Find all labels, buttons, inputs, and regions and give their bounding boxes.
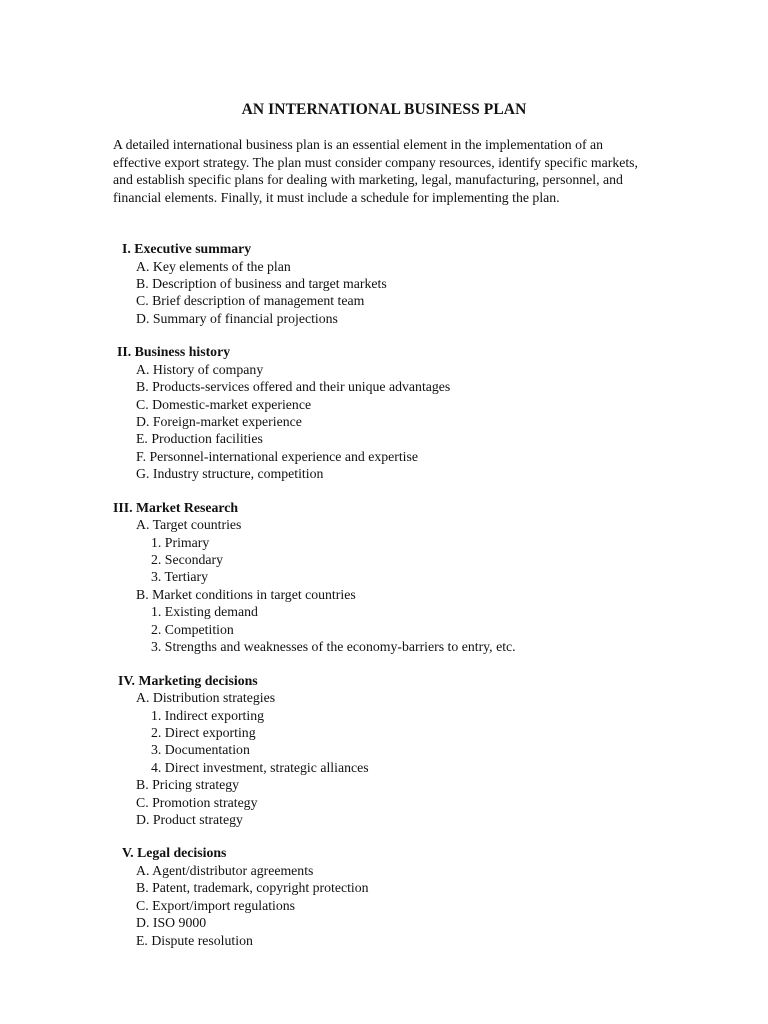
section-heading: I. Executive summary [122,241,252,256]
outline-item: C. Promotion strategy [136,794,258,810]
outline-item: B. Description of business and target markets [136,276,387,291]
outline-section [0,499,768,656]
outline-item: C. Brief description of management team [136,293,365,309]
section-heading: II. Business history [117,344,231,360]
outline-subitem: 3. Strengths and weaknesses of the economy-barriers to entry, etc. [151,639,516,655]
outline-subitem: 1. Existing demand [151,604,258,620]
outline-item: B. Patent, trademark, copyright protection [136,880,369,896]
outline-item: A. Target countries [136,517,242,533]
outline-item: G. Industry structure, competition [136,466,324,482]
section-heading: III. Market Research [113,499,239,515]
outline-subitem: 1. Primary [151,534,210,550]
outline-section [0,844,768,949]
document-title: AN INTERNATIONAL BUSINESS PLAN [241,101,527,118]
outline-item: D. Summary of financial projections [136,310,338,326]
outline-item: B. Products-services offered and their unique advantages [136,379,451,395]
outline-subitem: 2. Secondary [151,552,224,568]
outline-subitem: 1. Indirect exporting [151,707,265,723]
outline-section [0,672,768,829]
outline-section [0,343,768,482]
outline-item: C. Domestic-market experience [136,396,312,412]
outline-section [0,240,768,327]
outline-item: B. Market conditions in target countries [136,586,356,602]
section-heading: IV. Marketing decisions [118,672,258,688]
outline-subitem: 3. Documentation [151,742,250,758]
outline-item: E. Production facilities [136,431,263,447]
outline-item: C. Export/import regulations [136,897,296,913]
outline-item: D. ISO 9000 [136,915,207,931]
outline-item: D. Product strategy [136,811,243,827]
outline-subitem: 3. Tertiary [151,569,209,585]
outline-item: D. Foreign-market experience [136,414,302,430]
outline-item: A. Distribution strategies [136,690,276,706]
outline-item: B. Pricing strategy [136,777,240,793]
intro-paragraph: A detailed international business plan is an essential element in the implementation of an effective export strategy. The plan must consider company resources, identify specific markets, and establish specific plans for dealing with marketing, legal, manufacturing, personnel, and financial elements. Finally, it must include a schedule for implementing the plan. [113,137,638,205]
outline-item: F. Personnel-international experience and expertise [136,448,419,464]
outline-item: E. Dispute resolution [136,932,253,948]
outline-subitem: 4. Direct investment, strategic alliances [151,759,369,775]
outline-item: A. History of company [136,361,264,377]
section-heading: V. Legal decisions [122,845,227,861]
outline-subitem: 2. Competition [151,621,234,637]
outline-item: A. Agent/distributor agreements [136,862,314,878]
outline-item: A. Key elements of the plan [136,258,291,274]
plan-outline [0,240,768,965]
outline-subitem: 2. Direct exporting [151,724,256,740]
